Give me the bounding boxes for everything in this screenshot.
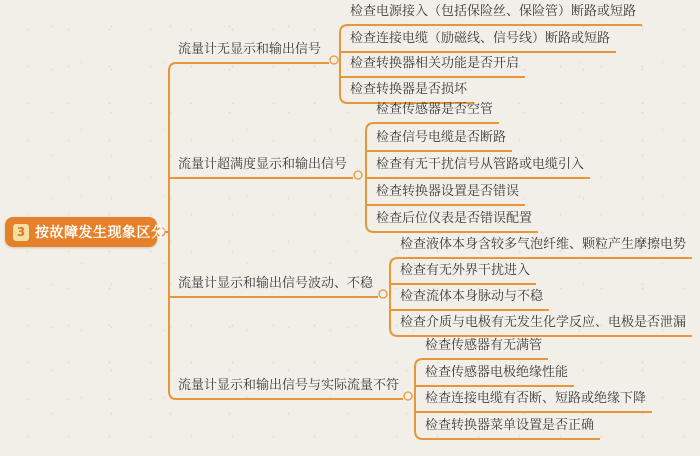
leaf-topic[interactable]: 检查连接电缆有否断、短路或绝缘下降 [423, 391, 652, 413]
collapse-toggle[interactable] [354, 171, 362, 179]
leaf-topic[interactable]: 检查流体本身脉动与不稳 [398, 289, 549, 311]
collapse-toggle[interactable] [330, 56, 338, 64]
branch-topic[interactable]: 流量计超满度显示和输出信号 [176, 157, 353, 179]
leaf-topic[interactable]: 检查有无外界干扰进入 [398, 263, 536, 285]
leaf-topic[interactable]: 检查转换器是否损坏 [348, 82, 473, 104]
leaf-topic[interactable]: 检查传感器有无满管 [423, 338, 548, 360]
leaf-topic[interactable]: 检查转换器菜单设置是否正确 [423, 418, 600, 440]
leaf-topic[interactable]: 检查电源接入（包括保险丝、保险管）断路或短路 [348, 4, 642, 26]
leaf-topic[interactable]: 检查转换器相关功能是否开启 [348, 56, 525, 78]
branch-topic[interactable]: 流量计显示和输出信号波动、不稳 [176, 276, 378, 298]
leaf-topic[interactable]: 检查液体本身含较多气泡纤维、颗粒产生摩擦电势 [398, 237, 692, 259]
leaf-topic[interactable]: 检查传感器电极绝缘性能 [423, 365, 574, 387]
branch-topic[interactable]: 流量计无显示和输出信号 [176, 42, 329, 64]
branch-topic[interactable]: 流量计显示和输出信号与实际流量不符 [176, 378, 403, 400]
collapse-toggle[interactable] [379, 290, 387, 298]
leaf-topic[interactable]: 检查后位仪表是否错误配置 [374, 211, 538, 233]
topic-number-badge: 3 [13, 224, 29, 241]
connector-path [415, 359, 423, 439]
leaf-topic[interactable]: 检查有无干扰信号从管路或电缆引入 [374, 157, 590, 179]
connector-path [169, 63, 176, 399]
connector-path [340, 25, 348, 103]
connector-path [390, 258, 398, 336]
root-topic-label: 按故障发生现象区分 [35, 225, 166, 241]
leaf-topic[interactable]: 检查信号电缆是否断路 [374, 130, 512, 152]
leaf-topic[interactable]: 检查传感器是否空管 [374, 102, 499, 124]
leaf-topic[interactable]: 检查转换器设置是否错误 [374, 184, 525, 206]
leaf-topic[interactable]: 检查介质与电极有无发生化学反应、电极是否泄漏 [398, 315, 692, 337]
collapse-toggle[interactable] [404, 392, 412, 400]
root-topic[interactable] [5, 217, 166, 247]
leaf-topic[interactable]: 检查连接电缆（励磁线、信号线）断路或短路 [348, 31, 616, 53]
